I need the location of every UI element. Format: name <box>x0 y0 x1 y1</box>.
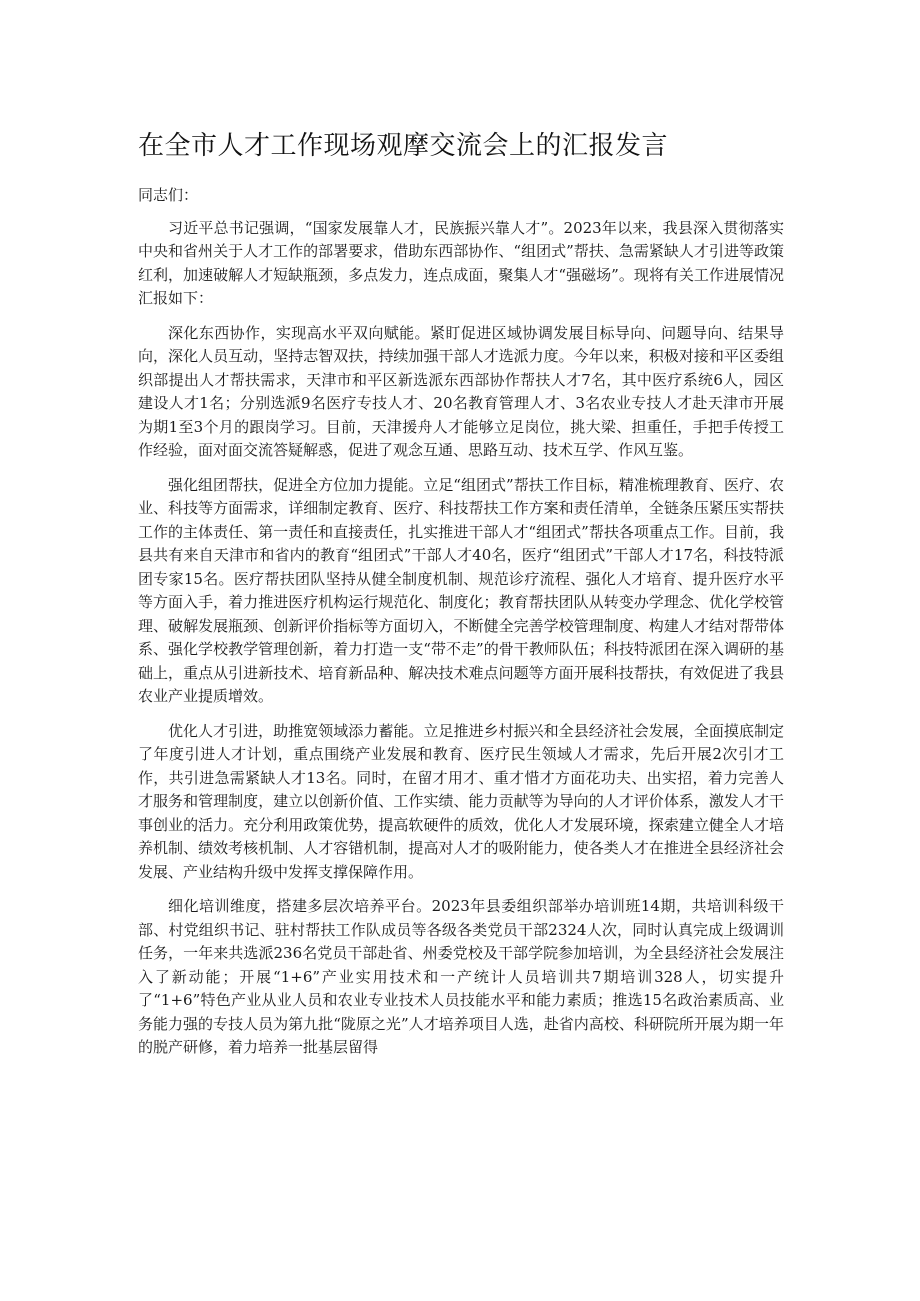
paragraph-training: 细化培训维度，搭建多层次培养平台。2023年县委组织部举办培训班14期，共培训科级干部、村党组织书记、驻村帮扶工作队成员等各级各类党员干部2324人次，同时认真完成上级调训任务，一年来共选派236名党员干部赴省、州委党校及干部学院参加培训，为全县经济社会发展注入了新动能；开展“1+6”产业实用技术和一产统计人员培训共7期培训328人，切实提升了“1+6”特色产业从业人员和农业专业技术人员技能水平和能力素质；推选15名政治素质高、业务能力强的专技人员为第九批“陇原之光”人才培养项目人选，赴省内高校、科研院所开展为期一年的脱产研修，着力培养一批基层留得 <box>138 897 784 1056</box>
paragraph-talent-introduction: 优化人才引进，助推宽领域添力蓄能。立足推进乡村振兴和全县经济社会发展，全面摸底制定了年度引进人才计划，重点围绕产业发展和教育、医疗民生领域人才需求，先后开展2次引才工作，共引进急需紧缺人才13名。同时，在留才用才、重才惜才方面花功夫、出实招，着力完善人才服务和管理制度，建立以创新价值、工作实绩、能力贡献等为导向的人才评价体系，激发人才干事创业的活力。充分利用政策优势，提高软硬件的质效，优化人才发展环境，探索建立健全人才培养机制、绩效考核机制、人才容错机制，提高对人才的吸附能力，使各类人才在推进全县经济社会发展、产业结构升级中发挥支撑保障作用。 <box>138 721 784 881</box>
salutation: 同志们： <box>138 186 199 204</box>
paragraph-group-assistance: 强化组团帮扶，促进全方位加力提能。立足“组团式”帮扶工作目标，精准梳理教育、医疗、农业、科技等方面需求，详细制定教育、医疗、科技帮扶工作方案和责任清单，全链条压紧压实帮扶工作的主体责任、第一责任和直接责任，扎实推进干部人才“组团式”帮扶各项重点工作。目前，我县共有来自天津市和省内的教育“组团式”干部人才40名，医疗“组团式”干部人才17名，科技特派团专家15名。医疗帮扶团队坚持从健全制度机制、规范诊疗流程、强化人才培育、提升医疗水平等方面入手，着力推进医疗机构运行规范化、制度化；教育帮扶团队从转变办学理念、优化学校管理、破解发展瓶颈、创新评价指标等方面切入，不断健全完善学校管理制度、构建人才结对帮带体系、强化学校教学管理创新，着力打造一支“带不走”的骨干教师队伍；科技特派团在深入调研的基础上，重点从引进新技术、培育新品种、解决技术难点问题等方面开展科技帮扶，有效促进了我县农业产业提质增效。 <box>138 475 784 705</box>
paragraph-east-west-cooperation: 深化东西协作，实现高水平双向赋能。紧盯促进区域协调发展目标导向、问题导向、结果导向，深化人员互动，坚持志智双扶，持续加强干部人才选派力度。今年以来，积极对接和平区委组织部提出人才帮扶需求，天津市和平区新选派东西部协作帮扶人才7名，其中医疗系统6人，园区建设人才1名；分别选派9名医疗专技人才、20名教育管理人才、3名农业专技人才赴天津市开展为期1至3个月的跟岗学习。目前，天津援舟人才能够立足岗位，挑大梁、担重任，手把手传授工作经验，面对面交流答疑解惑，促进了观念互通、思路互动、技术互学、作风互鉴。 <box>138 323 784 459</box>
document-page <box>138 128 784 1071</box>
document-title: 在全市人才工作现场观摩交流会上的汇报发言 <box>138 131 669 161</box>
paragraph-intro: 习近平总书记强调，“国家发展靠人才，民族振兴靠人才”。2023年以来，我县深入贯彻落实中央和省州关于人才工作的部署要求，借助东西部协作、“组团式”帮扶、急需紧缺人才引进等政策红利，加速破解人才短缺瓶颈，多点发力，连点成面，聚集人才“强磁场”。现将有关工作进展情况汇报如下： <box>138 218 784 307</box>
